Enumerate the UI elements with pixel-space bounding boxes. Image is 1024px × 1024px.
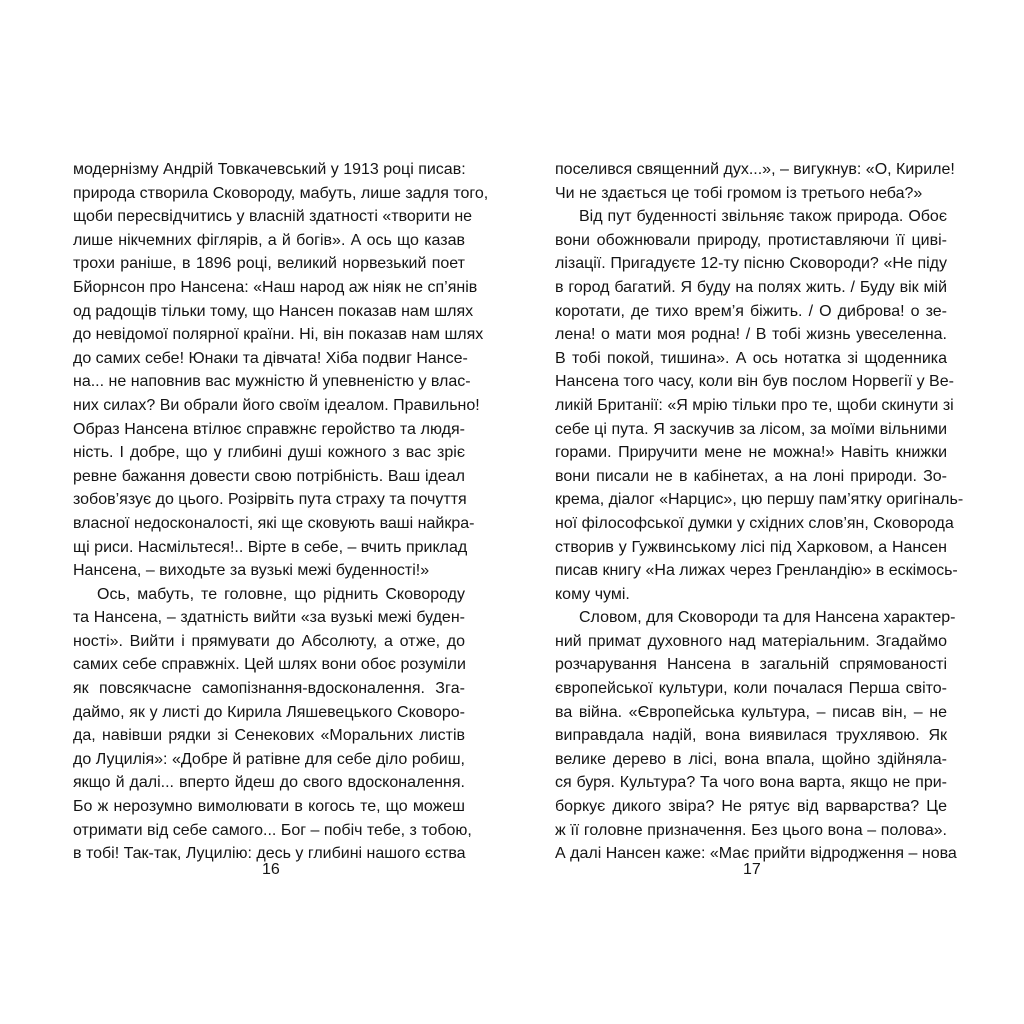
- text-line: ся буря. Культура? Та чого вона варта, якщо не при-: [555, 774, 947, 792]
- text-line: коротати, де тихо врем’я біжить. / О диброва! о зе-: [555, 302, 947, 320]
- text-line: Словом, для Сковороди та для Нансена характер-: [579, 609, 956, 627]
- text-line: ності». Вийти і прямувати до Абсолюту, а отже, до: [73, 632, 465, 650]
- text-line: лізації. Пригадуєте 12-ту пісню Сковороди? «Не піду: [555, 255, 947, 273]
- text-line: на... не наповнив вас мужністю й упевненістю у влас-: [73, 373, 471, 391]
- text-line: лена! о мати моя родна! / В тобі жизнь увеселенна.: [555, 326, 947, 344]
- right-page-text: [555, 158, 964, 866]
- text-line: поселився священний дух...», – вигукнув: «О, Кириле!: [555, 161, 955, 178]
- text-line: якщо й далі... вперто йдеш до свого вдосконалення.: [73, 774, 465, 792]
- text-line: до невідомої полярної країни. Ні, він показав нам шлях: [73, 326, 484, 344]
- text-line: трохи раніше, в 1896 році, великий норвезький поет: [73, 255, 465, 273]
- text-line: велике дерево в лісі, вона впала, щойно здійняла-: [555, 750, 947, 768]
- text-line: даймо, як у листі до Кирила Ляшевецького Сковоро-: [73, 703, 465, 721]
- text-line: вони писали не в кабінетах, а на лоні природи. Зо-: [555, 467, 947, 485]
- text-line: себе ці пута. Я заскучив за лісом, за моїми вільними: [555, 420, 947, 438]
- text-line: ж її головне призначення. Без цього вона – полова».: [555, 821, 947, 839]
- left-page-text: [73, 158, 489, 866]
- text-line: ликій Британії: «Я мрію тільки про те, щоби скинути зі: [555, 396, 954, 414]
- text-line: Образ Нансена втілює справжнє геройство та людя-: [73, 420, 465, 438]
- text-line: ревне бажання довести свою потрібність. Ваш ідеал: [73, 467, 465, 485]
- text-line: до Луцилія»: «Добре й ратівне для себе діло робиш,: [73, 750, 465, 768]
- text-line: ний примат духовного над матеріальним. Згадаймо: [555, 632, 947, 650]
- text-line: писав книгу «На лижах через Гренландію» в ескімось-: [555, 562, 958, 580]
- text-line: до самих себе! Юнаки та дівчата! Хіба подвиг Нансе-: [73, 349, 468, 367]
- text-line: А далі Нансен каже: «Має прийти відродження – нова: [555, 845, 957, 863]
- text-line: створив у Гужвинському лісі під Харковом, а Нансен: [555, 538, 947, 556]
- text-line: як повсякчасне самопізнання-вдосконалення. Згa-: [73, 680, 465, 698]
- text-line: Нансена, – виходьте за вузькі межі буденності!»: [73, 562, 430, 580]
- text-line: щоби пересвідчитись у власній здатності «творити не: [73, 208, 473, 226]
- text-line: ної філософської думки у східних слов’ян, Сковорода: [555, 514, 954, 532]
- text-line: зобов’язує до цього. Розірвіть пута страху та почуття: [73, 491, 467, 509]
- text-line: лише нікчемних фіглярів, а й богів». А ось що казав: [73, 231, 465, 249]
- left-page-number: 16: [262, 861, 280, 878]
- text-line: модернізму Андрій Товкачевський у 1913 році писав:: [73, 161, 466, 178]
- text-line: Нансена того часу, коли він був послом Норвегії у Ве-: [555, 373, 954, 391]
- text-line: самих себе справжніх. Цей шлях вони обоє розуміли: [73, 656, 466, 674]
- text-line: в тобі! Так-так, Луцилію: десь у глибині нашого єства: [73, 845, 466, 863]
- text-line: боркує дикого звіра? Не рятує від варварства? Це: [555, 798, 947, 816]
- text-line: од радощів тільки тому, що Нансен показав нам шлях: [73, 302, 474, 320]
- text-line: крема, діалог «Нарцис», цю першу пам’ятку оригіналь-: [555, 491, 964, 509]
- text-line: виправдала надій, вона виявилася трухлявою. Як: [555, 727, 947, 745]
- text-line: щі риси. Насмільтеся!.. Вірте в себе, – вчить приклад: [73, 538, 468, 556]
- text-line: розчарування Нансена в загальній спрямованості: [555, 656, 947, 674]
- text-line: Від пут буденності звільняє також природа. Обоє: [579, 208, 947, 226]
- text-line: них силах? Ви обрали його своїм ідеалом. Правильно!: [73, 396, 480, 414]
- text-line: європейської культури, коли почалася Перша світо-: [555, 680, 947, 698]
- text-line: вони обожнювали природу, протиставляючи її циві-: [555, 231, 947, 249]
- text-line: отримати від себе самого... Бог – побіч тебе, з тобою,: [73, 821, 472, 839]
- text-line: В тобі покой, тишина». А ось нотатка зі щоденника: [555, 349, 947, 367]
- text-line: та Нансена, – здатність вийти «за вузькі межі буден-: [73, 609, 465, 627]
- text-line: природа створила Сковороду, мабуть, лише задля того,: [73, 184, 489, 202]
- text-line: горами. Приручити мене не можна!» Навіть книжки: [555, 444, 947, 462]
- text-line: кому чумі.: [555, 585, 630, 603]
- text-line: да, навівши рядки зі Сенекових «Моральних листів: [73, 727, 465, 745]
- text-line: в город багатий. Я буду на полях жить. / Буду вік мій: [555, 278, 947, 296]
- text-line: Ось, мабуть, те головне, що ріднить Сковороду: [97, 585, 465, 603]
- text-line: власної недосконалості, які ще сковують ваші найкра-: [73, 514, 475, 532]
- right-page-number: 17: [743, 861, 761, 878]
- text-line: Чи не здається це тобі громом із третього неба?»: [555, 184, 923, 202]
- text-line: ва війна. «Європейська культура, – писав він, – не: [555, 703, 947, 721]
- text-line: Бо ж нерозумно вимолювати в когось те, що можеш: [73, 798, 465, 816]
- text-line: ність. І добре, що у глибині душі кожного з вас зріє: [73, 444, 465, 462]
- text-line: Бйорнсон про Нансена: «Наш народ аж ніяк не сп’янів: [73, 278, 478, 296]
